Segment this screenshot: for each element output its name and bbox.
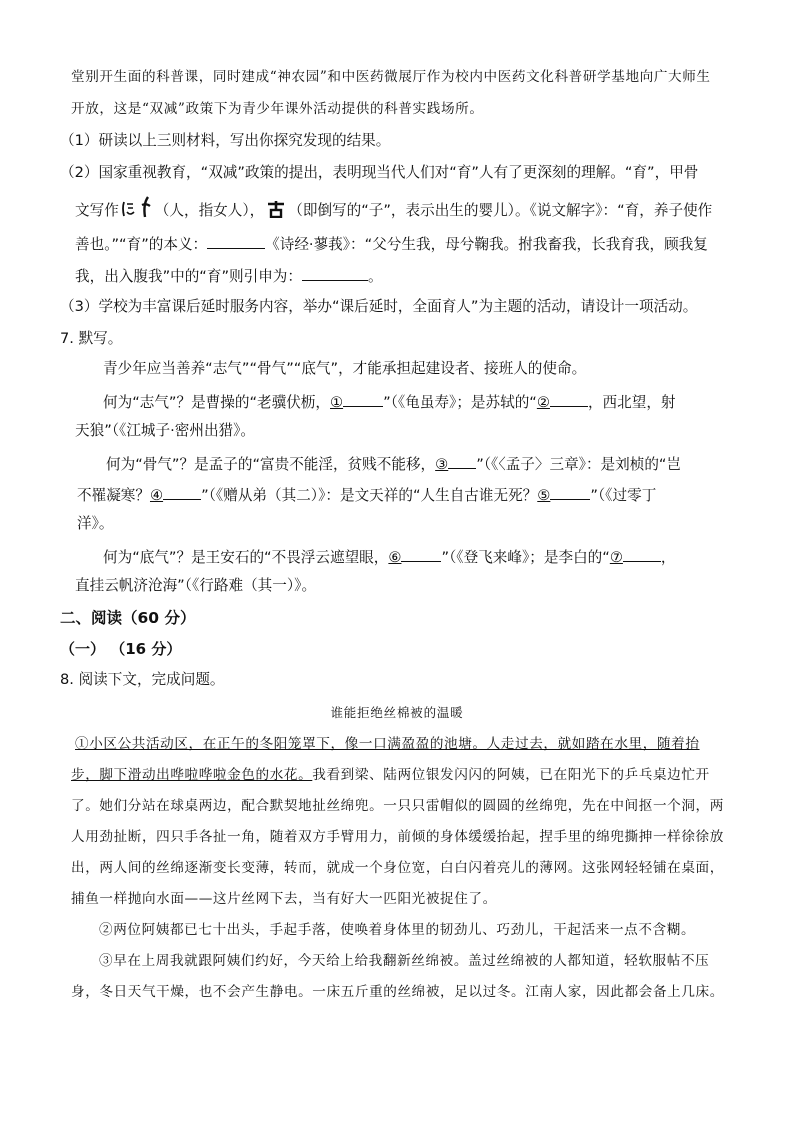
question-text: （即倒写的“子”，表示出生的婴儿）。《说文解字》：“育，养子使作 (288, 202, 713, 219)
question-text: 善也。”“育”的本义： (75, 236, 208, 253)
question-8-instruction: 8. 阅读下文，完成问题。 (60, 671, 225, 688)
question-6-2-line: （2）国家重视教育，“双减”政策的提出，表明现当代人们对“育”人有了更深刻的理解。“育”，甲骨 (60, 164, 699, 181)
answer-blank[interactable] (163, 484, 201, 500)
subsection-heading: （一） （16 分） (60, 640, 182, 658)
blank-number: ③ (435, 456, 449, 473)
answer-blank[interactable] (401, 546, 441, 562)
question-text: ”（《过零丁 (590, 487, 657, 504)
question-6-2-line (75, 196, 712, 221)
question-7-line (77, 484, 656, 506)
question-6-1: （1）研读以上三则材料，写出你探究发现的结果。 (60, 132, 391, 149)
question-text: ，西北望，射 (587, 394, 676, 411)
answer-blank[interactable] (550, 484, 590, 500)
oracle-bone-child-icon (266, 200, 286, 218)
question-7-line (106, 453, 681, 475)
article-line (75, 734, 700, 754)
article-line: 捕鱼一样抛向水面——这片丝网下去，当有好大一匹阳光被捉住了。 (71, 891, 497, 907)
question-7-line (103, 546, 676, 568)
question-text: 何为“骨气”？是孟子的“富贵不能淫，贫贱不能移， (106, 456, 436, 473)
article-title: 谁能拒绝丝棉被的温暖 (330, 705, 464, 720)
blank-number: ② (536, 394, 550, 411)
question-text: （人，指女人）， (154, 202, 265, 219)
underlined-text: 步，脚下滑动出哗啦哗啦金色的水花。 (71, 767, 313, 783)
section-heading: 二、阅读（60 分） (60, 609, 196, 627)
answer-blank[interactable] (550, 391, 588, 407)
blank-number: ⑦ (609, 549, 623, 566)
question-6-3: （3）学校为丰富课后延时服务内容，举办“课后延时，全面育人”为主题的活动，请设计一项活动。 (60, 298, 698, 315)
article-line: 身，冬日天气干燥，也不会产生静电。一床五斤重的丝绵被，足以过冬。江南人家，因此都会备上几床。 (71, 984, 724, 1000)
question-text: 《诗经·蓼莪》：“父兮生我，母兮鞠我。拊我畜我，长我育我，顾我复 (265, 236, 708, 253)
article-line: ②两位阿姨都已七十出头，手起手落，使唤着身体里的韧劲儿、巧劲儿，干起活来一点不含糊。 (99, 922, 696, 938)
answer-blank[interactable] (448, 453, 476, 469)
question-7-line: 直挂云帆济沧海”（《行路难（其一）》。 (75, 577, 317, 594)
answer-blank[interactable] (302, 265, 368, 281)
question-text: 何为“志气”？是曹操的“老骥伏枥， (103, 394, 330, 411)
blank-number: ④ (149, 487, 164, 504)
question-text: ， (660, 549, 676, 566)
blank-number: ⑤ (537, 487, 551, 504)
question-7-intro: 青少年应当善养“志气”“骨气”“底气”，才能承担起建设者、接班人的使命。 (103, 360, 587, 377)
question-text: 文写作 (75, 202, 119, 219)
question-text: ”（《龟虽寿》；是苏轼的“ (383, 394, 537, 411)
answer-blank[interactable] (623, 546, 661, 562)
answer-blank[interactable] (207, 233, 265, 249)
question-text: ”（《赠从弟（其二）》：是文天祥的“人生自古谁无死？ (201, 487, 538, 504)
passage-line: 堂别开生面的科普课，同时建成“神农园”和中医药微展厅作为校内中医药文化科普研学基地向广大师生 (71, 69, 711, 85)
blank-number: ⑥ (388, 549, 402, 566)
article-line: 出，两人间的丝绵逐渐变长变薄，转而，就成一个身位宽，白白闪着亮儿的薄网。这张网轻轻铺在桌面， (71, 860, 724, 876)
oracle-bone-yu-icon (121, 200, 135, 218)
blank-number: ① (330, 394, 344, 411)
passage-line: 开放，这是“双减”政策下为青少年课外活动提供的科普实践场所。 (71, 101, 484, 117)
oracle-bone-woman-icon (139, 196, 153, 218)
answer-blank[interactable] (343, 391, 383, 407)
question-text: ”（《登飞来峰》；是李白的“ (441, 549, 610, 566)
question-text: 。 (368, 268, 383, 285)
question-6-2-line (75, 233, 708, 255)
question-7-line: 洋》。 (77, 515, 114, 532)
question-6-2-line (75, 265, 383, 287)
question-text: 不罹凝寒？ (77, 487, 150, 504)
question-7-line: 天狼”（《江城子·密州出猎》。 (75, 422, 256, 439)
question-7-line (103, 391, 676, 413)
article-line: 了。她们分站在球桌两边，配合默契地扯丝绵兜。一只只雷帽似的圆圆的丝绵兜，先在中间抠一个洞，两 (71, 798, 724, 814)
article-line (71, 765, 710, 785)
underlined-text: ①小区公共活动区，在正午的冬阳笼罩下，像一口满盈盈的池塘。人走过去，就如踏在水里，随着抬 (75, 736, 700, 752)
question-7-heading: 7. 默写。 (60, 330, 123, 347)
article-line: 人用劲扯断，四只手各扯一角，随着双方手臂用力，前倾的身体缓缓抬起，捏手里的绵兜撕抻一样徐徐放 (71, 829, 724, 845)
article-line: ③早在上周我就跟阿姨们约好，今天给上给我翻新丝绵被。盖过丝绵被的人都知道，轻软服帖不压 (99, 953, 710, 969)
article-text: 我看到梁、陆两位银发闪闪的阿姨，已在阳光下的乒乓桌边忙开 (312, 767, 710, 783)
question-text: 我，出入腹我”中的“育”则引申为： (75, 268, 302, 285)
question-text: ”（《〈孟子〉三章》：是刘桢的“岂 (476, 456, 682, 473)
question-text: 何为“底气”？是王安石的“不畏浮云遮望眼， (103, 549, 389, 566)
